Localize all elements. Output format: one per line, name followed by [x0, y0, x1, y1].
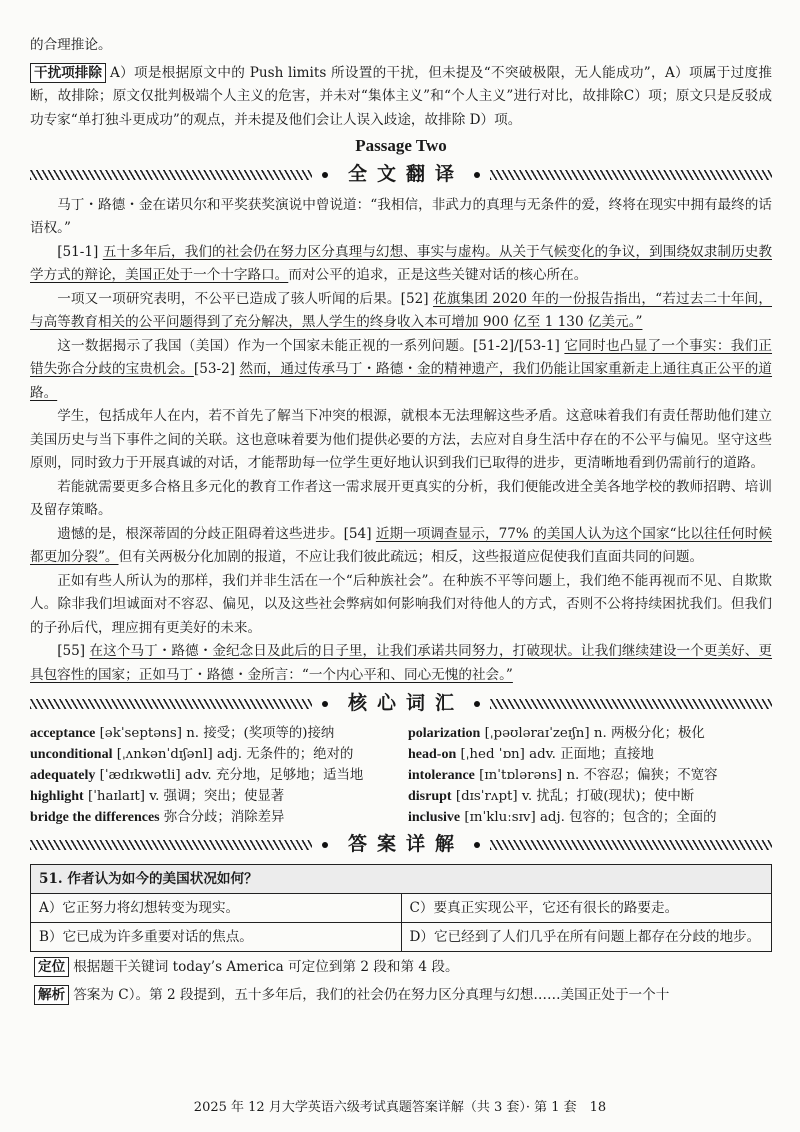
explain-label: 解析: [34, 985, 69, 1005]
vocab-ipa: [əkˈseptəns]: [99, 726, 182, 741]
translation-paragraph: 正如有些人所认为的那样，我们并非生活在一个“后种族社会”。在种族不平等问题上，我们绝不能再视而不见、自欺欺人。除非我们坦诚面对不容忍、偏见，以及这些社会弊病如何影响我们对待他人的方式，否则不公将持续困扰我们。但我们的子孙后代，理应拥有更美好的未来。: [30, 572, 772, 636]
option-a: A）它正努力将幻想转变为现实。: [31, 894, 402, 923]
vocab-item: [30, 786, 408, 807]
distractor-label: 干扰项排除: [30, 63, 106, 83]
translation-paragraph: 马丁・路德・金在诺贝尔和平奖获奖演说中曾说道：“我相信，非武力的真理与无条件的爱，终将在现实中拥有最终的话语权。”: [30, 196, 772, 236]
underlined-text: 然而，通过传承马丁・路德・金的精神遗产，我们仍能让国家重新走上通往真正公平的道路。: [30, 361, 773, 401]
vocab-word: disrupt: [408, 789, 452, 804]
vocab-item: [408, 765, 772, 786]
hatch-decoration: [30, 699, 312, 709]
underlined-text: 花旗集团 2020 年的一份报告指出，“若过去二十年间，与高等教育相关的公平问题得到了充分解决，黑人学生的终身收入本可增加 900 亿至 1 130 亿美元。”: [30, 290, 772, 330]
vocab-word: head-on: [408, 747, 457, 762]
vocab-def: n. 两极分化；极化: [593, 726, 705, 741]
vocab-def: adj. 无条件的；绝对的: [217, 747, 354, 762]
bullet-dot-icon: [322, 842, 328, 848]
vocab-ipa: [ɪnˈtɒlərəns]: [479, 768, 563, 783]
vocab-word: unconditional: [30, 747, 113, 762]
paragraph-text: 这一数据揭示了我国（美国）作为一个国家未能正视的一系列问题。: [57, 337, 473, 354]
vocab-item: [30, 765, 408, 786]
bullet-dot-icon: [322, 172, 328, 178]
vocab-item: [408, 786, 772, 807]
vocab-def: adv. 充分地，足够地；适当地: [184, 768, 364, 783]
vocab-ipa: [ˌpəʊləraɪˈzeɪʃn]: [484, 726, 590, 741]
vocab-def: adv. 正面地；直接地: [529, 747, 654, 762]
translation-paragraph: [30, 288, 772, 335]
vocab-word: intolerance: [408, 768, 475, 783]
underlined-text: 五十多年后，我们的社会仍在努力区分真理与幻想、事实与虚构。从关于气候变化的争议，到围绕奴隶制历史教学方式的辩论，美国正处于一个十字路口。: [30, 243, 772, 283]
paragraph-text: 而对公平的追求，正是这些关键对话的核心所在。: [288, 267, 588, 283]
question-tag: [51-1]: [57, 243, 99, 260]
section-title: 全文翻译: [348, 162, 465, 185]
vocab-item: [30, 807, 408, 828]
vocab-word: highlight: [30, 789, 84, 804]
translation-paragraph: [30, 241, 772, 288]
vocab-item: [408, 807, 772, 828]
locate-text: 根据题干关键词 today’s America 可定位到第 2 段和第 4 段。: [73, 959, 459, 975]
bullet-dot-icon: [474, 701, 480, 707]
vocab-ipa: [ˈædɪkwətli]: [99, 768, 181, 783]
hatch-decoration: [490, 170, 772, 180]
option-b: B）它已成为许多重要对话的焦点。: [31, 923, 402, 952]
underlined-text: 它同时也凸显了一个事实：我们正错失弥合分歧的宝贵机会。: [30, 337, 773, 377]
text-line: 的合理推论。: [30, 37, 112, 53]
vocab-word: adequately: [30, 768, 96, 783]
hatch-decoration: [490, 699, 772, 709]
vocab-word: polarization: [408, 726, 481, 741]
underlined-text: 在这个马丁・路德・金纪念日及此后的日子里，让我们承诺共同努力，打破现状。让我们继续建设一个更美好、更具包容性的国家；正如马丁・路德・金所言：“一个内心平和、同心无愧的社会。”: [30, 643, 773, 683]
explain-text: 答案为 C）。第 2 段提到，五十多年后，我们的社会仍在努力区分真理与幻想……美国正处于一个十: [73, 986, 670, 1003]
translation-paragraph: [30, 335, 772, 406]
vocab-item: [408, 723, 772, 744]
question-table: [30, 864, 772, 952]
translation-paragraph: 学生，包括成年人在内，若不首先了解当下冲突的根源，就根本无法理解这些矛盾。这意味着我们有责任帮助他们建立美国历史与当下事件之间的关联。这也意味着要为他们提供必要的方法，去应对自身生活中存在的不公平与偏见。坚守这些原则，同时致力于开展真诚的对话，才能帮助每一位学生更好地认识到我们已取得的进步，更清晰地看到仍需前行的道路。: [30, 408, 772, 471]
paragraph-text: 一项又一项研究表明，不公平已造成了骇人听闻的后果。: [57, 290, 401, 307]
paragraph-text: 遗憾的是，根深蒂固的分歧正阻碍着这些进步。: [57, 525, 344, 542]
hatch-decoration: [490, 840, 772, 850]
vocab-word: bridge the differences: [30, 810, 160, 825]
vocab-def: n. 接受；(奖项等的)接纳: [186, 726, 335, 741]
vocab-ipa: [ˈhaɪlaɪt]: [87, 789, 145, 804]
underlined-text: 近期一项调查显示，77% 的美国人认为这个国家“比以往任何时候都更加分裂”。: [30, 525, 773, 565]
distractor-text: A）项是根据原文中的 Push limits 所设置的干扰，但未提及“不突破极限，无人能成功”，A）项属于过度推断，故排除；原文仅批判极端个人主义的危害，并未对“集体主义”和“个人主义”进行对比，故排除C）项；原文只是反驳成功专家“单打独斗更成功”的观点，并未提及他们会让人误入歧途，故排除 D）项。: [30, 64, 772, 128]
section-header-answers: [30, 832, 772, 858]
paragraph-text: 但有关两极分化加剧的报道，不应让我们彼此疏远；相反，这些报道应促使我们直面共同的问题。: [118, 549, 704, 565]
vocab-def: n. 不容忍；偏狭；不宽容: [566, 768, 718, 783]
vocab-def: 弥合分歧；消除差异: [163, 810, 285, 825]
option-d: D）它已经到了人们几乎在所有问题上都存在分歧的地步。: [401, 923, 772, 952]
vocab-def: v. 扰乱；打破(现状)；使中断: [521, 789, 695, 804]
vocab-ipa: [dɪsˈrʌpt]: [455, 789, 518, 804]
bullet-dot-icon: [322, 701, 328, 707]
hatch-decoration: [30, 840, 312, 850]
page-footer: 2025 年 12 月大学英语六级考试真题答案详解（共 3 套）· 第 1 套 18: [193, 1100, 607, 1115]
locate-paragraph: [30, 956, 772, 980]
question-tag: [55]: [57, 643, 86, 659]
locate-label: 定位: [34, 957, 69, 977]
translation-paragraph: [30, 523, 772, 570]
vocab-item: [30, 723, 408, 744]
question-tag: [51-2]/[53-1]: [472, 337, 560, 354]
section-title: 答案详解: [348, 833, 465, 856]
vocab-ipa: [ˌhed ˈɒn]: [460, 747, 525, 762]
vocab-list: [30, 723, 772, 828]
distractor-paragraph: [30, 62, 772, 133]
hatch-decoration: [30, 170, 312, 180]
translation-paragraph: [30, 640, 772, 687]
page-content: [30, 34, 772, 1007]
vocab-ipa: [ˌʌnkənˈdɪʃənl]: [116, 747, 213, 762]
option-c: C）要真正实现公平，它还有很长的路要走。: [401, 894, 772, 923]
section-title: 核心词汇: [348, 692, 465, 715]
passage-title: Passage Two: [355, 136, 447, 155]
section-header-vocab: [30, 691, 772, 717]
question-tag: [52]: [400, 290, 429, 307]
bullet-dot-icon: [474, 172, 480, 178]
translation-paragraph: 若能就需要更多合格且多元化的教育工作者这一需求展开更真实的分析，我们便能改进全美各地学校的教师招聘、培训及留存策略。: [30, 478, 772, 518]
section-header-translation: [30, 162, 772, 188]
question-tag: [54]: [343, 525, 372, 542]
vocab-def: adj. 包容的；包含的；全面的: [539, 810, 717, 825]
vocab-ipa: [ɪnˈkluːsɪv]: [464, 810, 536, 825]
explain-paragraph: [30, 984, 772, 1008]
bullet-dot-icon: [474, 842, 480, 848]
vocab-word: inclusive: [408, 810, 461, 825]
question-tag: [53-2]: [193, 361, 236, 377]
vocab-item: [30, 744, 408, 765]
question-stem: 51. 作者认为如今的美国状况如何？: [31, 865, 772, 894]
vocab-word: acceptance: [30, 726, 96, 741]
vocab-item: [408, 744, 772, 765]
vocab-def: v. 强调；突出；使显著: [149, 789, 285, 804]
